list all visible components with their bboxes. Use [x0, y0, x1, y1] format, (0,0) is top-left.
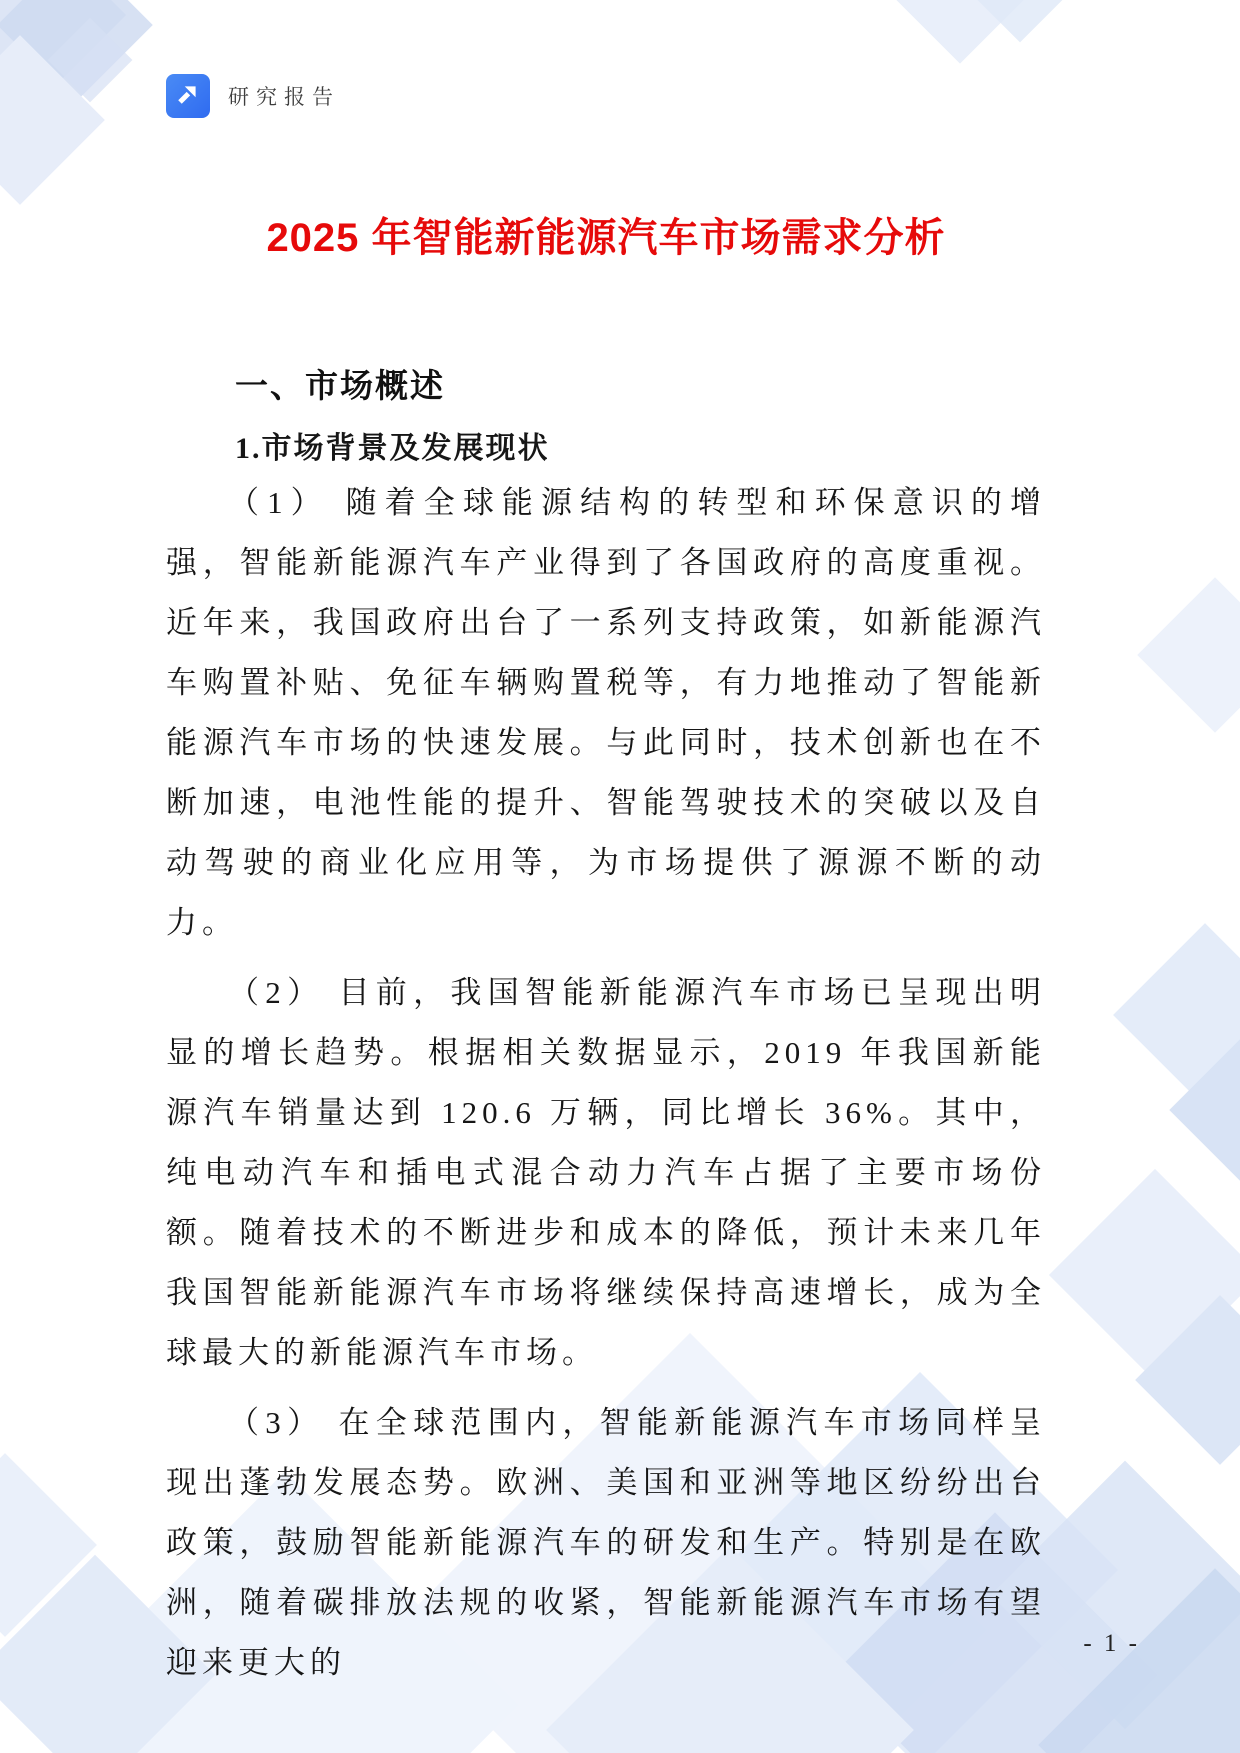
- body-copy: [166, 473, 1046, 1693]
- brand-header: [166, 74, 340, 118]
- arrow-up-right-icon: [175, 81, 201, 112]
- section-heading: 一、市场概述: [235, 367, 445, 404]
- document-content: [166, 0, 1046, 1753]
- report-title: 2025 年智能新能源汽车市场需求分析: [266, 216, 946, 260]
- paragraph-2: （2） 目前，我国智能新能源汽车市场已呈现出明显的增长趋势。根据相关数据显示，2019 年我国新能源汽车销量达到 120.6 万辆，同比增长 36%。其中，纯电动汽车和插电式混合动力汽车占据了主要市场份额。随着技术的不断进步和成本的降低，预计未来几年我国智能新能源汽车市场将继续保持高速增长，成为全球最大的新能源汽车市场。: [166, 975, 1046, 1370]
- decorative-diamond: [1137, 577, 1240, 733]
- paragraph-3: （3） 在全球范围内，智能新能源汽车市场同样呈现出蓬勃发展态势。欧洲、美国和亚洲等地区纷纷出台政策，鼓励智能新能源汽车的研发和生产。特别是在欧洲，随着碳排放法规的收紧，智能新能源汽车市场有望迎来更大的: [166, 1405, 1046, 1680]
- page-number: - 1 -: [1083, 1630, 1140, 1657]
- paragraph-1: （1） 随着全球能源结构的转型和环保意识的增强，智能新能源汽车产业得到了各国政府的高度重视。近年来，我国政府出台了一系列支持政策，如新能源汽车购置补贴、免征车辆购置税等，有力地推动了智能新能源汽车市场的快速发展。与此同时，技术创新也在不断加速，电池性能的提升、智能驾驶技术的突破以及自动驾驶的商业化应用等，为市场提供了源源不断的动力。: [166, 485, 1046, 940]
- subsection-heading: 1.市场背景及发展现状: [235, 432, 550, 465]
- brand-logo: [166, 74, 210, 118]
- brand-text: 研究报告: [228, 85, 340, 109]
